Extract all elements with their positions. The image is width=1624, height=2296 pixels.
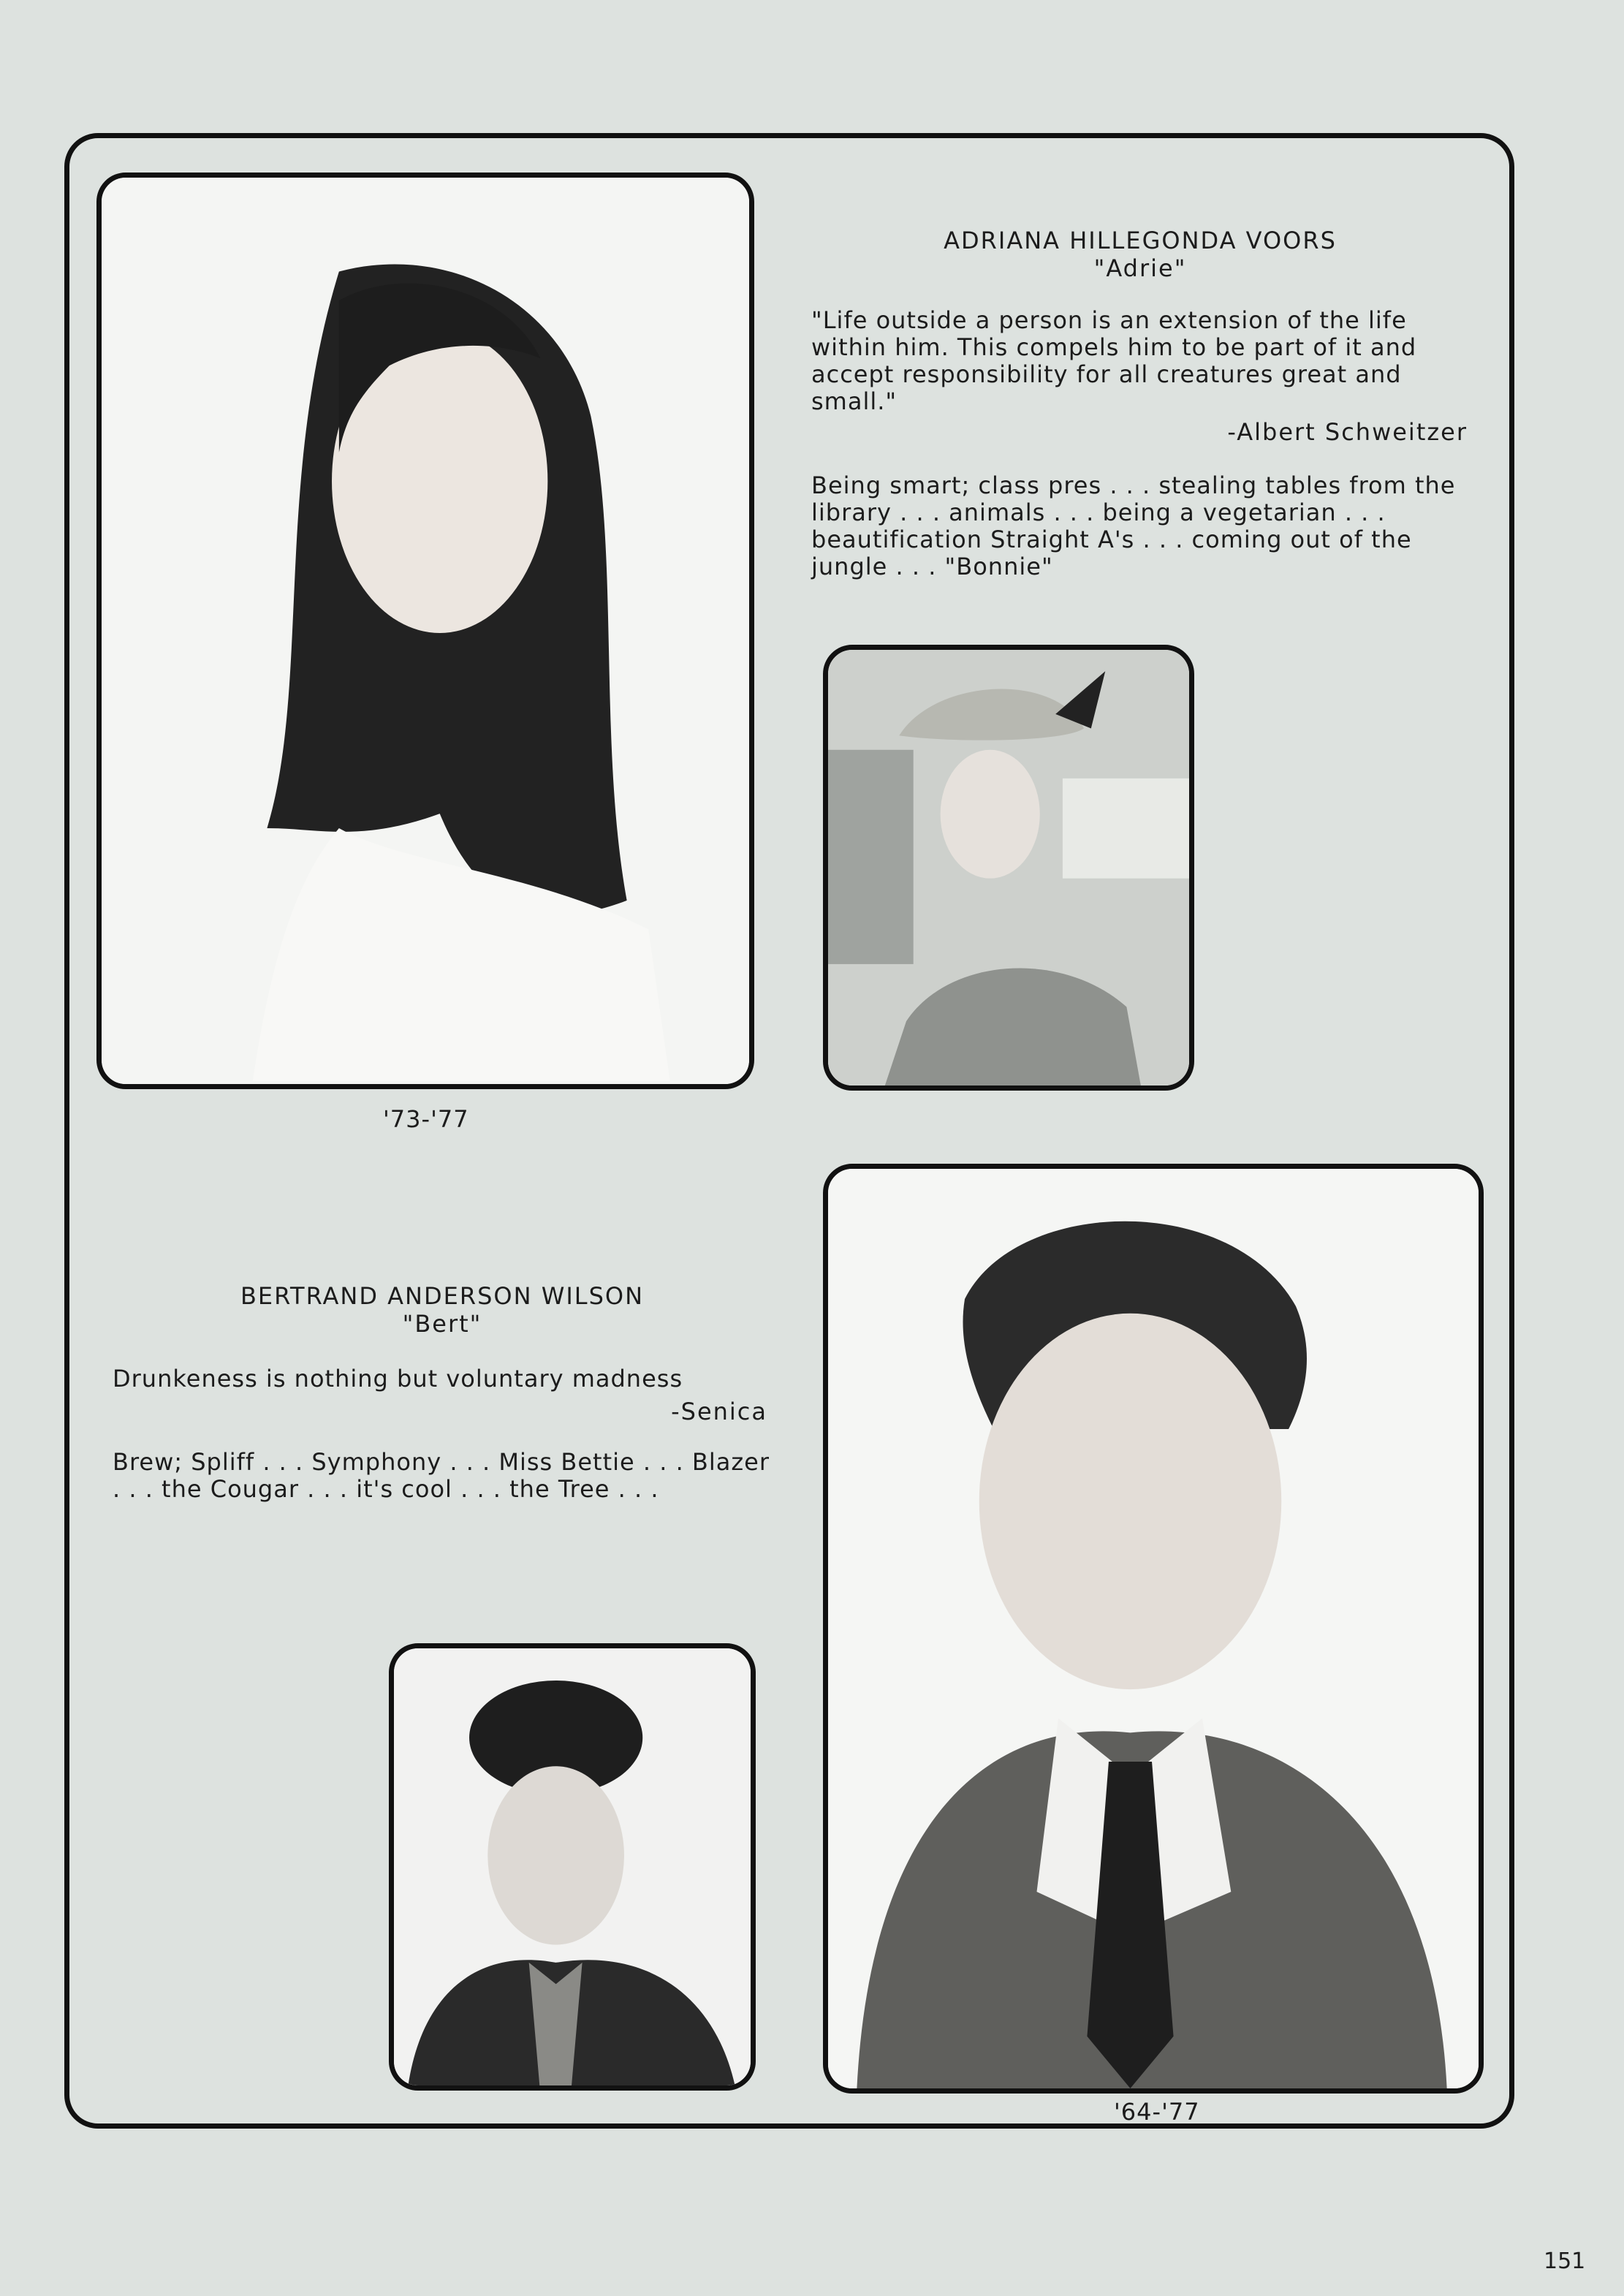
portrait-photo-adriana: [96, 173, 754, 1089]
portrait-photo-bertrand: [823, 1164, 1484, 2094]
student-memories: Being smart; class pres . . . stealing tables from the library . . . animals . . . being a vegetarian . . . beautification Straight A's . . . coming out of the jungle . . . "Bonnie": [811, 471, 1456, 580]
student-full-name: ADRIANA HILLEGONDA VOORS: [944, 227, 1337, 254]
student-name: [110, 1282, 775, 1338]
student-memories: Brew; Spliff . . . Symphony . . . Miss Bettie . . . Blazer . . . the Cougar . . . it's cool . . . the Tree . . .: [113, 1448, 770, 1503]
student-nickname: "Bert": [402, 1310, 482, 1338]
student-nickname: "Adrie": [1093, 254, 1187, 282]
class-years: '73-'77: [383, 1105, 469, 1133]
student-quote: "Life outside a person is an extension of the life within him. This compels him to be part of it and accept responsibility for all creatures great and small.": [811, 306, 1417, 415]
candid-photo-bertrand: [389, 1643, 756, 2091]
page-number: 151: [1544, 2248, 1586, 2274]
class-years: '64-'77: [1114, 2098, 1200, 2126]
quote-author: -Senica: [671, 1398, 767, 1425]
student-name: [811, 227, 1469, 282]
student-quote: Drunkeness is nothing but voluntary madness: [113, 1365, 683, 1393]
student-full-name: BERTRAND ANDERSON WILSON: [240, 1282, 645, 1310]
quote-author: -Albert Schweitzer: [1227, 418, 1468, 446]
candid-photo-adriana: [823, 645, 1194, 1091]
